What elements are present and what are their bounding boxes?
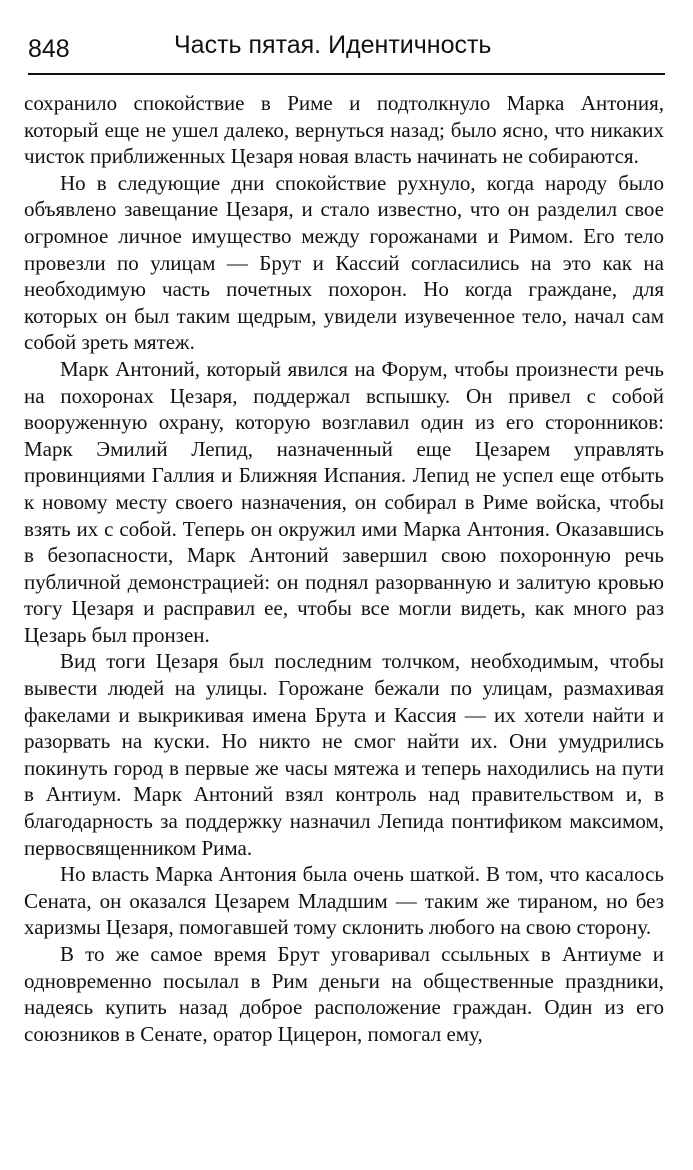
running-header (28, 26, 665, 66)
body-text (24, 90, 664, 1047)
paragraph: Но власть Марка Антония была очень шаткой. В том, что касалось Сената, он оказался Цезарем Младшим — таким же тираном, но без харизмы Цезаря, помогавшей тому склонить любого на свою сторону. (24, 862, 664, 940)
header-rule (28, 73, 665, 75)
paragraph: В то же самое время Брут уговаривал ссыльных в Антиуме и одновременно посылал в Рим деньги на общественные праздники, надеясь купить назад доброе расположение граждан. Один из его союзников в Сенате, оратор Цицерон, помогал ему, (24, 942, 664, 1046)
paragraph: Марк Антоний, который явился на Форум, чтобы произнести речь на похоронах Цезаря, поддержал вспышку. Он привел с собой вооруженную охрану, которую возглавил один из его сторонников: Марк Эмилий Лепид, назначенный еще Цезарем управлять провинциями Галлия и Ближняя Испания. Лепид не успел еще отбыть к новому месту своего назначения, он собирал в Риме войска, чтобы взять их с собой. Теперь он окружил ими Марка Антония. Оказавшись в безопасности, Марк Антоний завершил свою похоронную речь публичной демонстрацией: он поднял разорванную и залитую кровью тогу Цезаря и расправил ее, чтобы все могли видеть, как много раз Цезарь был пронзен. (24, 356, 664, 647)
paragraph: Вид тоги Цезаря был последним толчком, необходимым, чтобы вывести людей на улицы. Горожане бежали по улицам, размахивая факелами и выкрикивая имена Брута и Кассия — их хотели найти и разорвать на куски. Но никто не смог найти их. Они умудрились покинуть город в первые же часы мятежа и теперь находились на пути в Антиум. Марк Антоний взял контроль над правительством и, в благодарность за поддержку назначил Лепида понтификом максимом, первосвященником Рима. (24, 649, 664, 860)
running-title: Часть пятая. Идентичность (174, 31, 492, 59)
page-number: 848 (28, 35, 70, 63)
paragraph: сохранило спокойствие в Риме и подтолкнуло Марка Антония, который еще не ушел далеко, вернуться назад; было ясно, что никаких чисток приближенных Цезаря новая власть начинать не собираются. (24, 91, 664, 169)
paragraph: Но в следующие дни спокойствие рухнуло, когда народу было объявлено завещание Цезаря, и стало известно, что он разделил свое огромное личное имущество между горожанами и Римом. Его тело провезли по улицам — Брут и Кассий согласились на это как на необходимую часть почетных похорон. Но когда граждане, для которых он был таким щедрым, увидели изувеченное тело, начал сам собой зреть мятеж. (24, 170, 664, 355)
